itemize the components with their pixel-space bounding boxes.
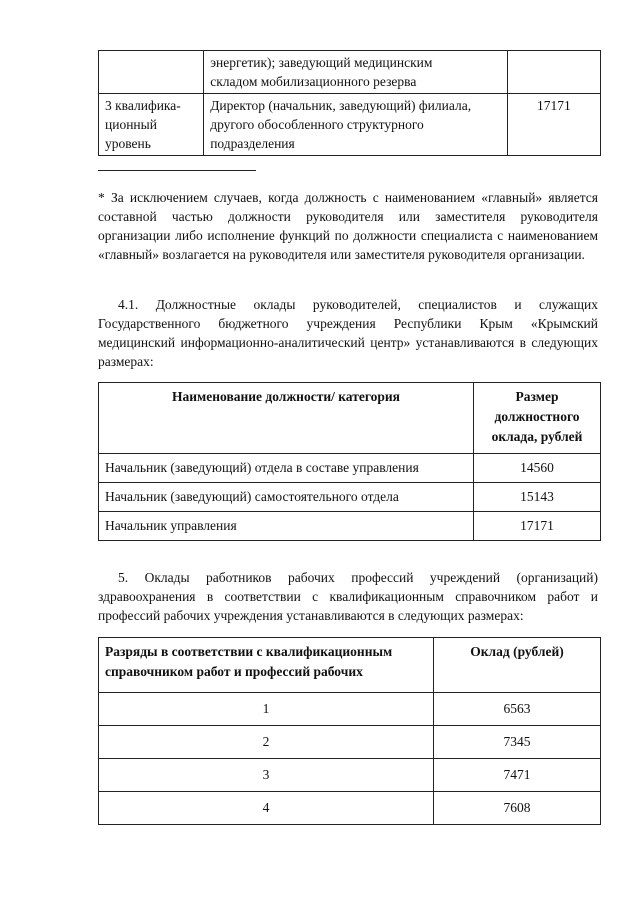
section-5 (98, 568, 598, 625)
footnote-text (98, 188, 598, 264)
header-line: справочником работ и профессий рабочих (105, 664, 363, 679)
salary-value-cell: 7345 (434, 726, 601, 759)
footnote-paragraph: * За исключением случаев, когда должность с наименованием «главный» является составной частью должности руководителя или заместителя руководителя организации либо исполнение функций по должности специалиста с наименованием «главный» возлагается на руководителя или заместителя руководителя организации. (98, 190, 598, 262)
column-header (474, 383, 601, 454)
table-row (99, 792, 601, 825)
salary-value-cell: 6563 (434, 693, 601, 726)
footnote-divider (98, 170, 256, 171)
header-line: должностного (494, 409, 580, 424)
table-row (99, 759, 601, 792)
header-line: Разряды в соответствии с квалификационным (105, 644, 393, 659)
table-row (99, 94, 601, 156)
section-5-paragraph: 5. Оклады работников рабочих профессий учреждений (организаций) здравоохранения в соответствии с квалификационным справочником работ и профессий рабочих учреждения устанавливаются в следующих размерах: (98, 570, 598, 623)
salary-value-cell: 7608 (434, 792, 601, 825)
salary-value-cell: 14560 (474, 454, 601, 483)
table-row (99, 483, 601, 512)
position-name-cell: Начальник управления (99, 512, 474, 541)
grade-cell: 1 (99, 693, 434, 726)
column-header: Оклад (рублей) (434, 638, 601, 693)
salary-value-cell: 17171 (474, 512, 601, 541)
grade-cell: 2 (99, 726, 434, 759)
salary-cell: 17171 (507, 94, 600, 156)
level-text-line: ционный (105, 117, 157, 132)
table-cell (507, 51, 600, 94)
qualification-level-cell (99, 94, 204, 156)
position-text-line: другого обособленного структурного (210, 117, 424, 132)
level-text-line: уровень (105, 136, 151, 151)
header-line: оклада, рублей (491, 429, 583, 444)
position-cell (204, 94, 508, 156)
position-name-cell: Начальник (заведующий) отдела в составе управления (99, 454, 474, 483)
workers-salary-table (98, 637, 601, 825)
header-line: Размер (515, 389, 559, 404)
table-row (99, 51, 601, 94)
salary-table (98, 382, 601, 541)
column-header (99, 638, 434, 693)
table-row (99, 726, 601, 759)
grade-cell: 4 (99, 792, 434, 825)
salary-value-cell: 15143 (474, 483, 601, 512)
table-header-row (99, 383, 601, 454)
section-4-1-paragraph: 4.1. Должностные оклады руководителей, специалистов и служащих Государственного бюджетного учреждения Республики Крым «Крымский медицинский информационно-аналитический центр» устанавливаются в следующих размерах: (98, 297, 598, 369)
table-cell (99, 51, 204, 94)
position-name-cell: Начальник (заведующий) самостоятельного отдела (99, 483, 474, 512)
table-cell (204, 51, 508, 94)
grade-cell: 3 (99, 759, 434, 792)
table-row (99, 454, 601, 483)
section-4-1 (98, 295, 598, 371)
position-text-line: складом мобилизационного резерва (210, 74, 417, 89)
table-row (99, 512, 601, 541)
position-text-line: Директор (начальник, заведующий) филиала, (210, 98, 472, 113)
column-header: Наименование должности/ категория (99, 383, 474, 454)
table-row (99, 693, 601, 726)
table-header-row (99, 638, 601, 693)
salary-value-cell: 7471 (434, 759, 601, 792)
position-text-line: энергетик); заведующий медицинским (210, 55, 433, 70)
level-text-line: 3 квалифика- (105, 98, 181, 113)
position-text-line: подразделения (210, 136, 295, 151)
qualification-table-fragment (98, 50, 601, 156)
